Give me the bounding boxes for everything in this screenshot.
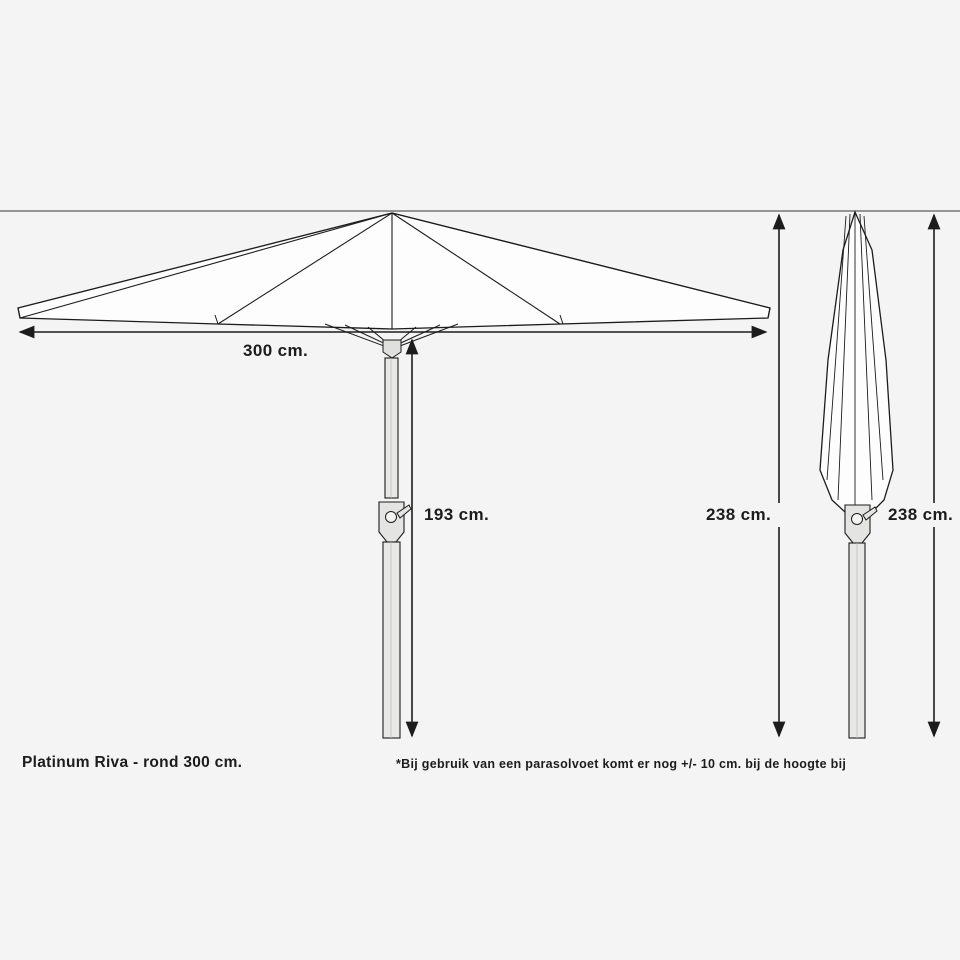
footnote-label: *Bij gebruik van een parasolvoet komt er nog +/- 10 cm. bij de hoogte bij — [396, 757, 847, 771]
width-dimension-label: 300 cm. — [243, 341, 309, 360]
product-title-label: Platinum Riva - rond 300 cm. — [22, 754, 243, 771]
pole-upper — [385, 358, 398, 498]
crank-hub — [386, 512, 397, 523]
pole-lower — [383, 542, 400, 738]
pole-height-dimension-label: 193 cm. — [424, 505, 490, 524]
total-height-open-label: 238 cm. — [706, 505, 772, 524]
closed-crank-hub — [852, 514, 863, 525]
total-height-closed-label: 238 cm. — [888, 505, 954, 524]
